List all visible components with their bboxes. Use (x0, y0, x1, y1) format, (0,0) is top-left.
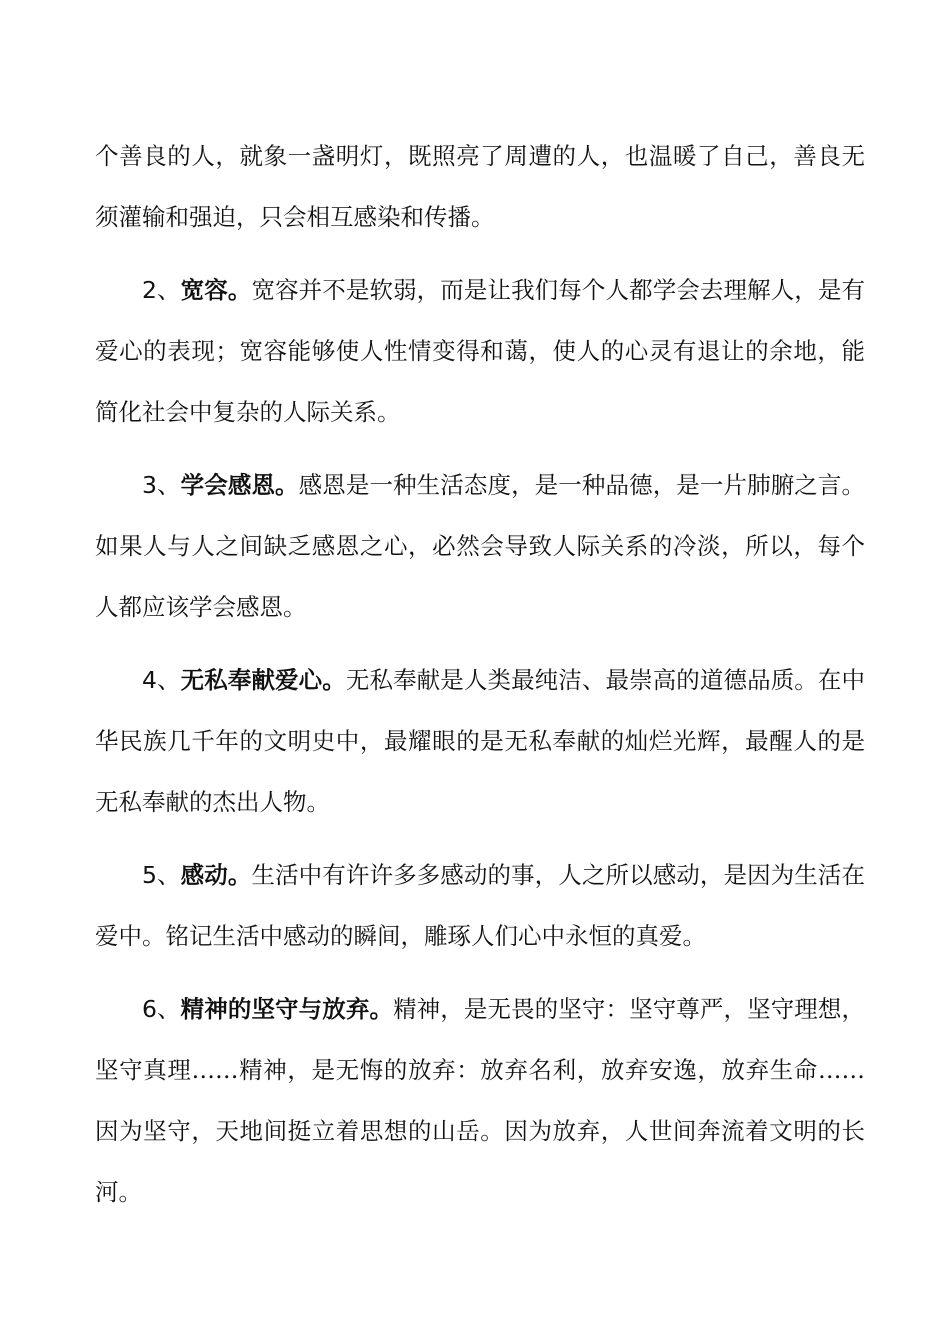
paragraph-number: 6、 (142, 995, 181, 1023)
paragraph-number: 3、 (142, 471, 181, 499)
paragraph-spirit (95, 979, 865, 1223)
paragraph-body: 无私奉献是人类最纯洁、最崇高的道德品质。在中华民族几千年的文明史中，最耀眼的是无私奉献的灿烂光辉，最醒人的是无私奉献的杰出人物。 (95, 666, 866, 816)
paragraph-body: 生活中有许许多多感动的事，人之所以感动，是因为生活在爱中。铭记生活中感动的瞬间，雕琢人们心中永恒的真爱。 (95, 861, 866, 950)
paragraph-number: 4、 (142, 666, 181, 694)
paragraph-heading: 宽容。 (180, 276, 252, 304)
paragraph-body: 精神，是无畏的坚守：坚守尊严，坚守理想，坚守真理……精神，是无悔的放弃：放弃名利，放弃安逸，放弃生命……因为坚守，天地间挺立着思想的山岳。因为放弃，人世间奔流着文明的长河。 (95, 995, 866, 1206)
paragraph-continuation (95, 126, 865, 248)
paragraph-heading: 感动。 (180, 861, 252, 889)
paragraph-body: 个善良的人，就象一盏明灯，既照亮了周遭的人，也温暖了自己，善良无须灌输和强迫，只会相互感染和传播。 (95, 142, 865, 231)
paragraph-number: 2、 (142, 276, 181, 304)
paragraph-moved (95, 845, 865, 967)
paragraph-number: 5、 (142, 861, 181, 889)
paragraph-body: 感恩是一种生活态度，是一种品德，是一片肺腑之言。如果人与人之间缺乏感恩之心，必然会导致人际关系的冷淡，所以，每个人都应该学会感恩。 (95, 471, 866, 621)
paragraph-heading: 精神的坚守与放弃。 (180, 995, 394, 1023)
paragraph-body: 宽容并不是软弱，而是让我们每个人都学会去理解人，是有爱心的表现；宽容能够使人性情变得和蔼，使人的心灵有退让的余地，能简化社会中复杂的人际关系。 (95, 276, 866, 426)
paragraph-gratitude (95, 455, 865, 638)
paragraph-heading: 学会感恩。 (180, 471, 299, 499)
paragraph-selfless-devotion (95, 650, 865, 833)
paragraph-tolerance (95, 260, 865, 443)
paragraph-heading: 无私奉献爱心。 (180, 666, 346, 694)
document-body (95, 126, 865, 1235)
